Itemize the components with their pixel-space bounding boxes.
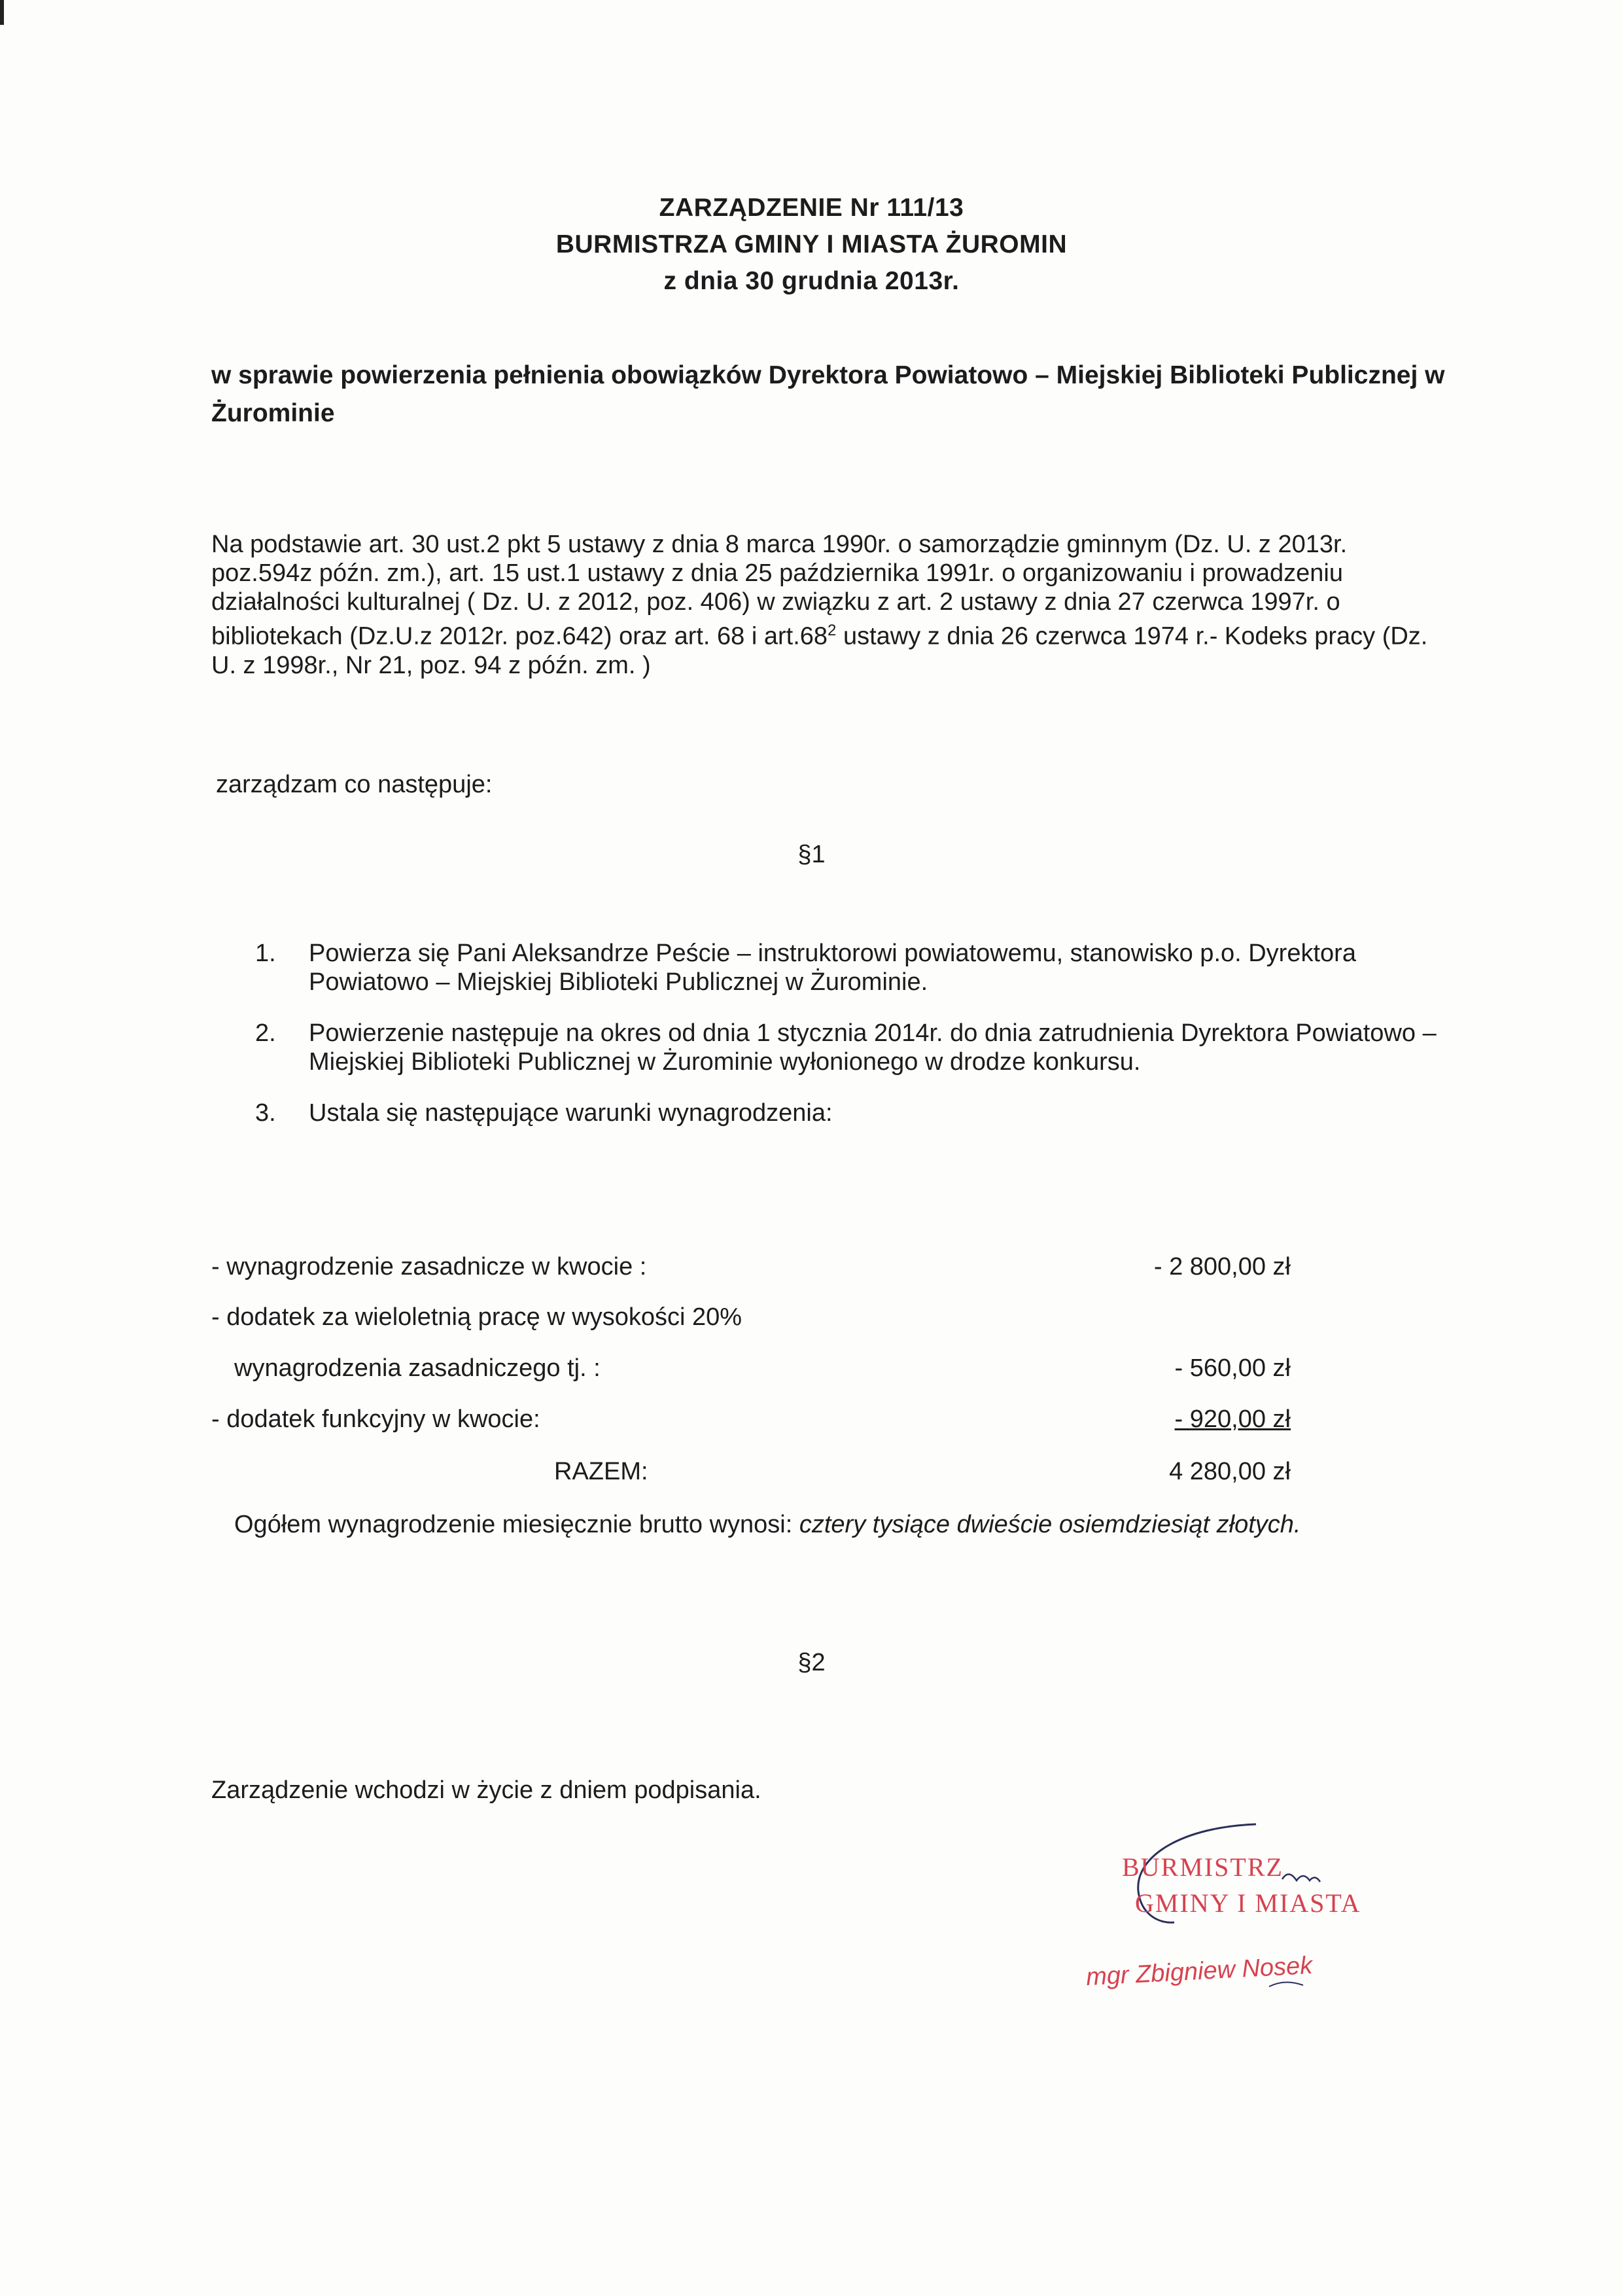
closing-clause: Zarządzenie wchodzi w życie z dniem podpisania. [211, 1776, 761, 1804]
scan-edge-mark [0, 0, 4, 25]
decree-subject: w sprawie powierzenia pełnienia obowiązków Dyrektora Powiatowo – Miejskiej Biblioteki Publicznej w Żurominie [211, 361, 1445, 427]
decree-date: z dnia 30 grudnia 2013r. [663, 267, 960, 295]
salary-base-amount: - 2 800,00 zł [1153, 1253, 1291, 1280]
stamp-signatory-name: mgr Zbigniew Nosek [1085, 1951, 1314, 1992]
salary-function-row [211, 1405, 1291, 1438]
salary-summary [234, 1498, 1464, 1551]
item-number: 2. [255, 1019, 276, 1047]
salary-seniority-row-2 [211, 1354, 1291, 1387]
item-number: 1. [255, 940, 276, 967]
salary-base-label: - wynagrodzenie zasadnicze w kwocie : [211, 1253, 647, 1280]
legal-basis-superscript: 2 [828, 622, 837, 639]
salary-base-row [211, 1253, 1291, 1286]
item-text: Powierzenie następuje na okres od dnia 1 stycznia 2014r. do dnia zatrudnienia Dyrektora Powiatowo – Miejskiej Biblioteki Publicznej w Żurominie wyłonionego w drodze konkursu. [309, 1019, 1437, 1076]
decree-number: ZARZĄDZENIE Nr 111/13 [659, 194, 964, 222]
item-text: Ustala się następujące warunki wynagrodzenia: [309, 1099, 833, 1127]
salary-total-label: RAZEM: [554, 1458, 648, 1485]
provisions-list [255, 939, 1446, 1127]
item-text: Powierza się Pani Aleksandrze Peście – instruktorowi powiatowemu, stanowisko p.o. Dyrektora Powiatowo – Miejskiej Biblioteki Publicznej w Żurominie. [309, 940, 1356, 996]
stamp-line-2: GMINY I MIASTA [1135, 1888, 1361, 1918]
decree-intro: zarządzam co następuje: [216, 771, 493, 798]
salary-seniority-row [211, 1303, 1291, 1336]
salary-total-amount: 4 280,00 zł [1169, 1458, 1291, 1485]
item-number: 3. [255, 1099, 276, 1127]
list-item [255, 1099, 1446, 1127]
salary-seniority-label: - dodatek za wieloletnią pracę w wysokości 20% [211, 1303, 742, 1331]
legal-basis-text-2: ustawy z dnia 26 czerwca 1974 r.- Kodeks pracy (Dz. U. z 1998r., Nr 21, poz. 94 z późn. zm. ) [211, 622, 1428, 679]
section-1-heading: §1 [797, 841, 826, 868]
legal-basis-text-1: Na podstawie art. 30 ust.2 pkt 5 ustawy z dnia 8 marca 1990r. o samorządzie gminnym (Dz. U. z 2013r. poz.594z późn. zm.), art. 15 ust.1 ustawy z dnia 25 października 1991r. o organizowaniu i prowadzeniu działalności kulturalnej ( Dz. U. z 2012, poz. 406) w związku z art. 2 ustawy z dnia 27 czerwca 1997r. o bibliotekach (Dz.U.z 2012r. poz.642) oraz art. 68 i art.68 [211, 531, 1348, 650]
list-item [255, 939, 1446, 997]
decree-title [0, 190, 1623, 300]
salary-seniority-amount: - 560,00 zł [1174, 1354, 1291, 1382]
decree-issuer: BURMISTRZA GMINY I MIASTA ŻUROMIN [555, 230, 1068, 258]
official-stamp [1073, 1806, 1439, 2002]
section-2-heading: §2 [797, 1649, 826, 1676]
summary-prefix: Ogółem wynagrodzenie miesięcznie brutto wynosi: [234, 1511, 799, 1538]
salary-function-label: - dodatek funkcyjny w kwocie: [211, 1405, 540, 1433]
salary-function-amount: - 920,00 zł [1174, 1405, 1291, 1433]
legal-basis [211, 530, 1441, 680]
salary-seniority-label-2: wynagrodzenia zasadniczego tj. : [234, 1354, 601, 1382]
list-item [255, 1019, 1446, 1076]
summary-amount-words: cztery tysiące dwieście osiemdziesiąt złotych. [799, 1511, 1301, 1538]
stamp-line-1: BURMISTRZ [1122, 1852, 1283, 1882]
